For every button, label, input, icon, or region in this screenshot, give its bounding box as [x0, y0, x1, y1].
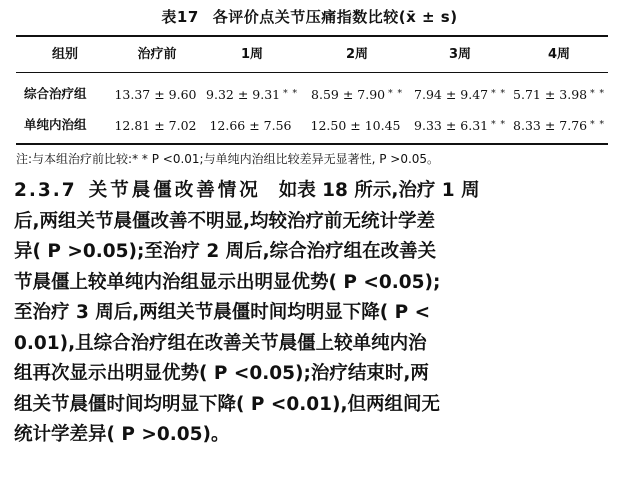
header-week-1: 1周 [240, 47, 264, 62]
header-week-4: 4周 [547, 47, 571, 62]
section-title: 关节晨僵改善情况 [88, 180, 261, 201]
paragraph-line: 后,两组关节晨僵改善不明显,均较治疗前无统计学差 [14, 210, 436, 232]
table-cell: 12.81 ± 7.02 [114, 118, 197, 133]
paragraph-line: 0.01),且综合治疗组在改善关节晨僵上较单纯内治 [14, 332, 427, 354]
table-cell: 5.71 ± 3.98 * * [513, 87, 605, 102]
table-note: 注:与本组治疗前比较:* * P <0.01;与单纯内治组比较差异无显著性, P >0.05。 [16, 152, 440, 166]
table-number: 表17 [161, 8, 199, 26]
paragraph-line: 组关节晨僵时间均明显下降( P <0.01),但两组间无 [14, 393, 441, 415]
table-cell: 13.37 ± 9.60 [114, 87, 197, 102]
table-header-rule [16, 72, 608, 73]
table-bottom-rule [16, 143, 608, 145]
header-week-2: 2周 [345, 47, 369, 62]
table-cell: 8.59 ± 7.90 * * [311, 87, 403, 102]
paragraph-line: 组再次显示出明显优势( P <0.05);治疗结束时,两 [14, 363, 429, 384]
paragraph-line: 2.3.7 关节晨僵改善情况 如表 18 所示,治疗 1 周 [14, 180, 480, 201]
section-number: 2.3.7 [14, 180, 77, 201]
table-cell: 9.33 ± 6.31 * * [414, 118, 506, 133]
table-cell: 9.32 ± 9.31 * * [206, 87, 298, 102]
table-caption [0, 6, 619, 27]
header-group: 组别 [51, 47, 78, 62]
table-top-rule [16, 35, 608, 37]
paragraph-line: 统计学差异( P >0.05)。 [14, 424, 230, 445]
paragraph-line: 异( P >0.05);至治疗 2 周后,综合治疗组在改善关 [14, 241, 437, 262]
table-cell: 12.50 ± 10.45 [310, 118, 401, 133]
row-label: 综合治疗组 [24, 86, 87, 101]
paragraph-line: 节晨僵上较单纯内治组显示出明显优势( P <0.05); [14, 271, 441, 293]
table-row [16, 112, 608, 138]
header-pre-treatment: 治疗前 [137, 47, 177, 62]
table-title: 各评价点关节压痛指数比较(x̄ ± s) [212, 8, 458, 26]
table-row [16, 81, 608, 107]
header-week-3: 3周 [448, 47, 472, 62]
table-cell: 7.94 ± 9.47 * * [414, 87, 506, 102]
paragraph-line: 至治疗 3 周后,两组关节晨僵时间均明显下降( P < [14, 302, 431, 323]
section-paragraph [14, 176, 606, 451]
table-cell: 12.66 ± 7.56 [209, 118, 292, 133]
table-cell: 8.33 ± 7.76 * * [513, 118, 605, 133]
table-header-row [16, 42, 608, 68]
row-label: 单纯内治组 [24, 117, 87, 132]
